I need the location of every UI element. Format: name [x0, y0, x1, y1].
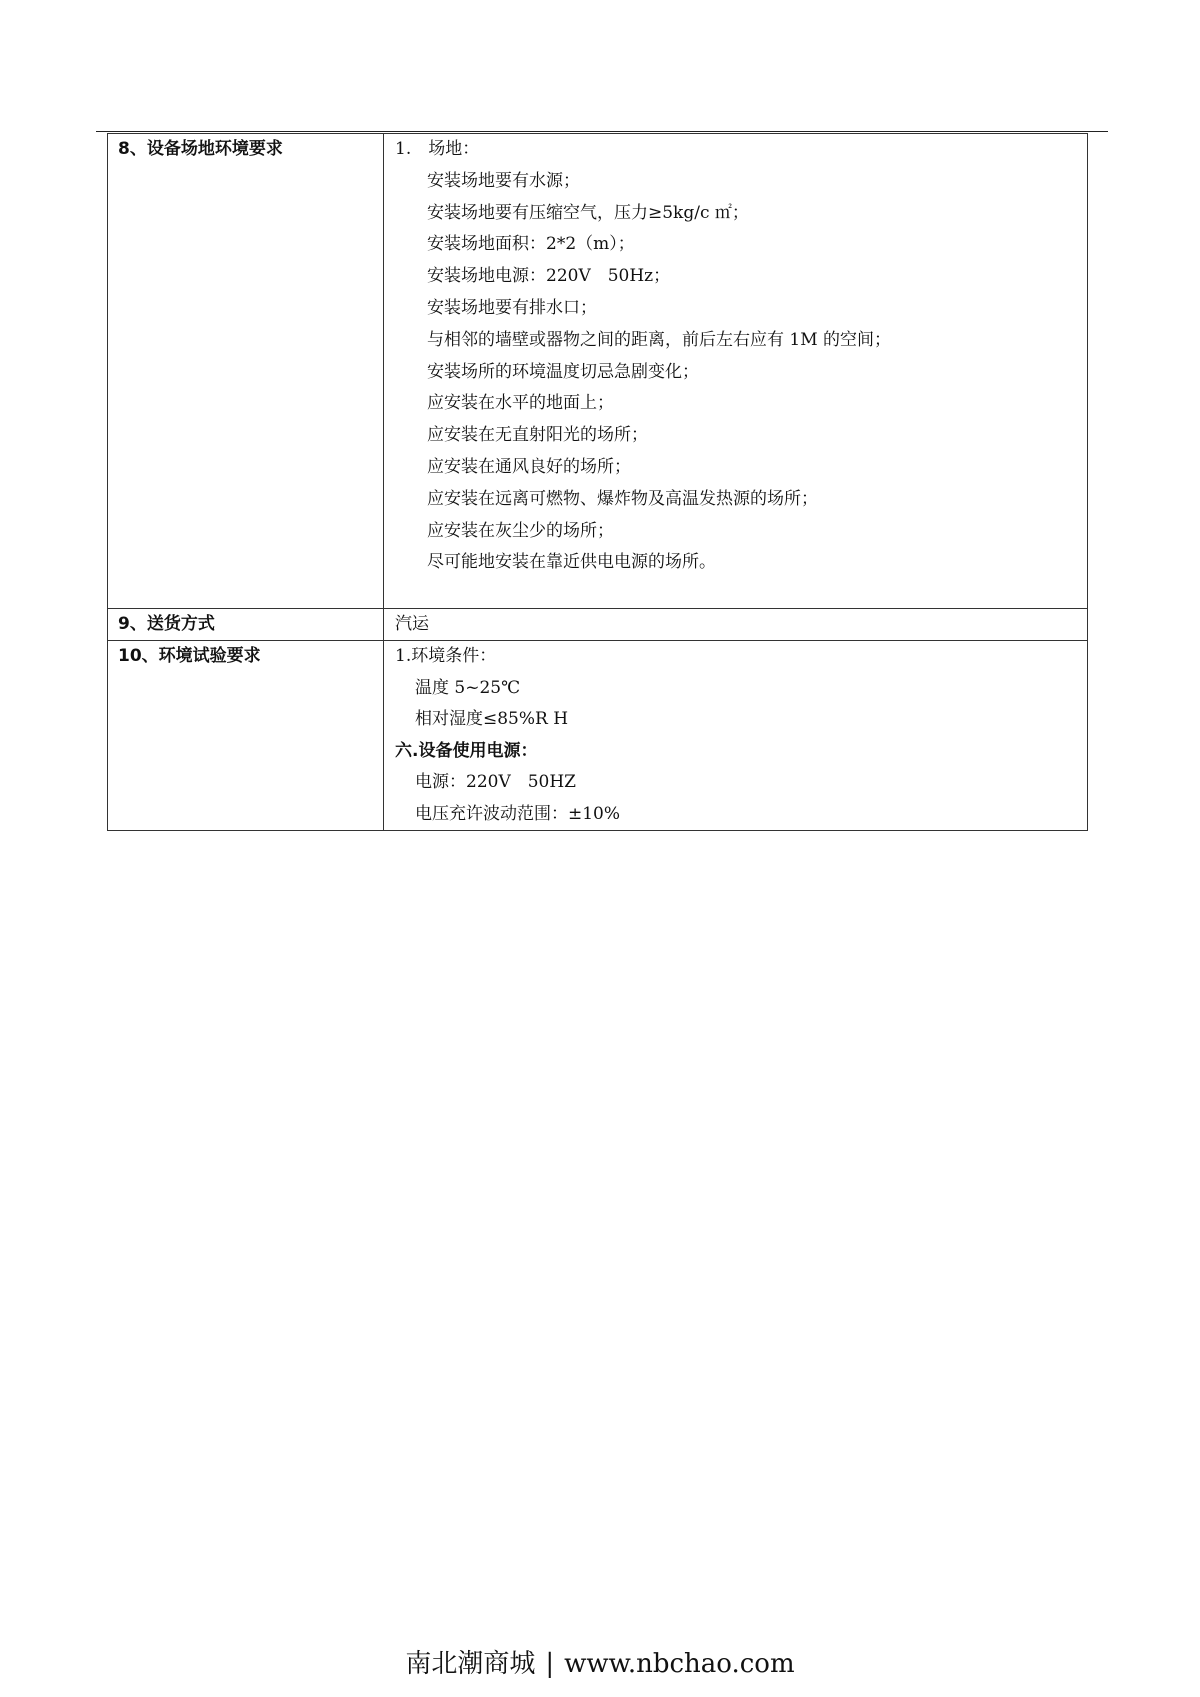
list-item: 与相邻的墙壁或器物之间的距离，前后左右应有 1M 的空间；	[427, 329, 892, 350]
list-item: 电压充许波动范围：±10%	[415, 803, 621, 824]
spec-table	[107, 133, 1088, 831]
row-label: 8、设备场地环境要求	[118, 139, 283, 159]
row-content-cell	[384, 641, 1088, 831]
list-item: 1.环境条件：	[395, 646, 497, 666]
list-item: 安装场地要有压缩空气，压力≥5kg/c ㎡；	[427, 202, 749, 223]
row-label-cell	[108, 641, 384, 831]
section-heading: 六.设备使用电源：	[395, 740, 538, 761]
list-item: 应安装在水平的地面上；	[427, 393, 614, 414]
list-item: 应安装在通风良好的场所；	[427, 456, 631, 477]
list-item: 应安装在远离可燃物、爆炸物及高温发热源的场所；	[427, 488, 818, 509]
list-item: 安装场地面积：2*2（m）；	[427, 234, 635, 255]
row-content-cell	[384, 134, 1088, 609]
footer-site-name: 南北潮商城	[405, 1649, 536, 1679]
header-rule	[96, 131, 1108, 132]
row-label-cell	[108, 134, 384, 609]
row-label-cell	[108, 609, 384, 641]
row-label: 9、送货方式	[118, 614, 215, 634]
list-item: 电源：220V 50HZ	[415, 772, 576, 792]
table-row	[108, 609, 1088, 641]
list-item: 安装场所的环境温度切忌急剧变化；	[427, 361, 699, 382]
list-item: 相对湿度≤85%R H	[415, 709, 569, 729]
footer	[0, 1643, 1200, 1680]
footer-separator: |	[545, 1649, 555, 1679]
table-row	[108, 134, 1088, 609]
table-row	[108, 641, 1088, 831]
list-item: 尽可能地安装在靠近供电电源的场所。	[427, 552, 716, 573]
footer-url[interactable]: www.nbchao.com	[564, 1649, 795, 1679]
delivery-method-value: 汽运	[395, 614, 429, 634]
list-item: 温度 5~25℃	[415, 677, 521, 698]
row-label: 10、环境试验要求	[118, 646, 261, 666]
list-item: 安装场地电源：220V 50Hz；	[427, 266, 671, 287]
list-item: 1. 场地：	[395, 139, 480, 159]
list-item: 应安装在灰尘少的场所；	[427, 520, 614, 541]
list-item: 安装场地要有水源；	[427, 170, 580, 191]
row-content-cell	[384, 609, 1088, 641]
list-item: 应安装在无直射阳光的场所；	[427, 425, 648, 446]
list-item: 安装场地要有排水口；	[427, 297, 597, 318]
